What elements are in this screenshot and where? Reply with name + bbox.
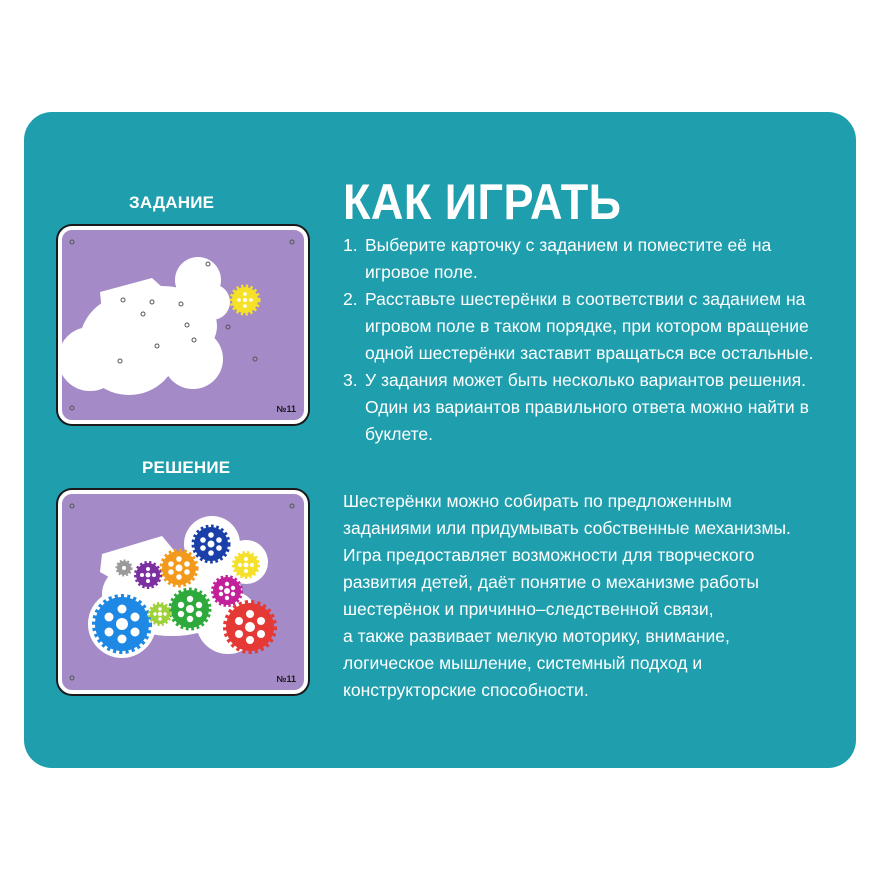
magenta-gear-icon [213, 577, 241, 605]
step-item [343, 286, 833, 367]
step-text: Выберите карточку с заданием и поместите её на игровое поле. [365, 235, 772, 282]
step-text: У задания может быть несколько вариантов решения. Один из вариантов правильного ответа можно найти в буклете. [365, 370, 809, 444]
dark-blue-gear-icon [194, 527, 228, 561]
blue-gear-icon [95, 597, 149, 651]
steps-list [343, 232, 833, 448]
step-number: 2. [343, 289, 358, 309]
lime-gear-icon [150, 604, 170, 624]
task-card [58, 226, 308, 424]
orange-gear-icon [162, 551, 196, 585]
red-gear-icon [226, 603, 274, 651]
page-title: КАК ИГРАТЬ [343, 174, 622, 230]
solution-label: РЕШЕНИЕ [142, 458, 231, 477]
solution-card-number: №11 [276, 674, 296, 684]
step-number: 3. [343, 370, 358, 390]
task-card-number: №11 [276, 404, 296, 414]
step-item [343, 367, 833, 448]
green-gear-icon [171, 590, 209, 628]
task-card-image [62, 230, 304, 420]
description-text: Шестерёнки можно собирать по предложенным заданиями или придумывать собственные механизмы. Игра предоставляет возможности для творческого развития детей, даёт понятие о механизме работы шестерёнок и причинно–следственной связи, а также развивает мелкую моторику, внимание, логическое мышление, системный подход и конструкторские способности. [343, 491, 791, 700]
task-label: ЗАДАНИЕ [129, 193, 215, 212]
yellow-gear-icon [232, 287, 258, 313]
purple-gear-icon [136, 563, 160, 587]
solution-card [58, 490, 308, 694]
solution-card-image [62, 494, 304, 690]
gray-gear-icon [117, 561, 131, 575]
step-text: Расставьте шестерёнки в соответствии с заданием на игровом поле в таком порядке, при котором вращение одной шестерёнки заставит вращаться все остальные. [365, 289, 814, 363]
step-item [343, 232, 833, 286]
yellow-gear-icon [234, 553, 258, 577]
step-number: 1. [343, 235, 358, 255]
